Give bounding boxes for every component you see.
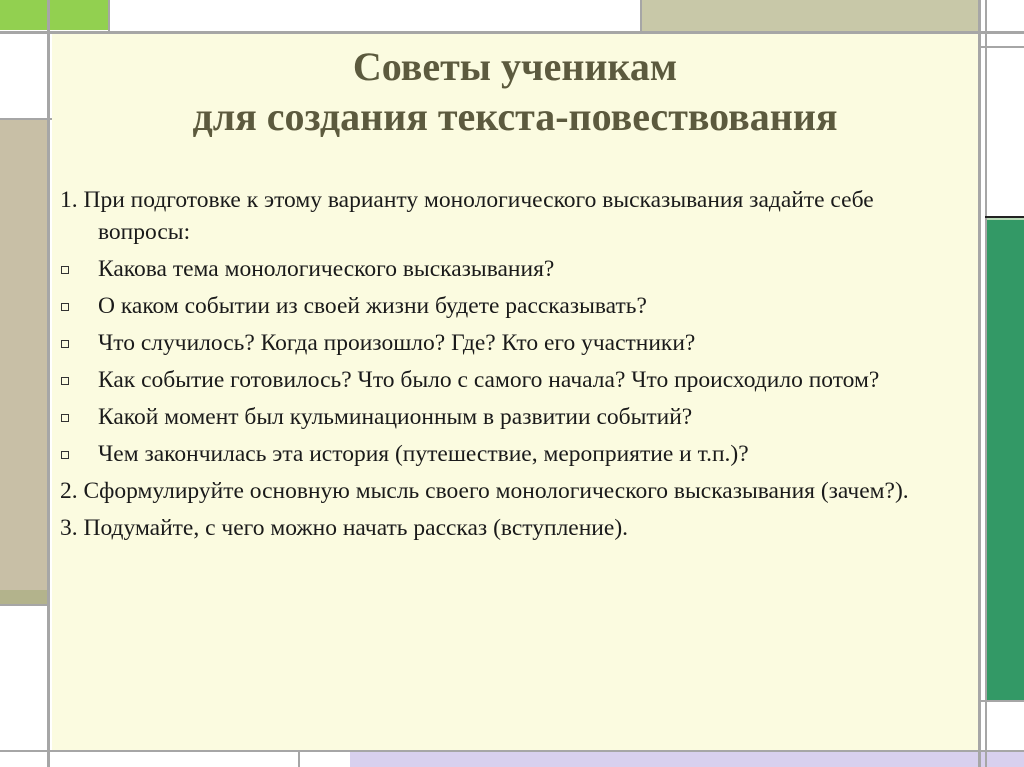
question-text: Чем закончилась эта история (путешествие, мероприятие и т.п.)?: [98, 441, 749, 467]
square-bullet-icon: [61, 340, 69, 348]
frame-line: [985, 0, 987, 767]
list-item: [60, 401, 970, 433]
question-text: О каком событии из своей жизни будете рассказывать?: [98, 293, 647, 319]
question-text: Что случилось? Когда произошло? Где? Кто его участники?: [98, 330, 696, 356]
square-bullet-icon: [61, 414, 69, 422]
dark-green-right-block: [985, 220, 1024, 700]
slide-title: [52, 42, 978, 142]
list-item: [60, 253, 970, 285]
square-bullet-icon: [61, 303, 69, 311]
square-bullet-icon: [61, 266, 69, 274]
frame-line: [47, 0, 50, 767]
question-text: Какова тема монологического высказывания?: [98, 256, 555, 282]
step-3-text: 3. Подумайте, с чего можно начать рассказ (вступление).: [60, 515, 629, 541]
list-item: [60, 364, 970, 396]
olive-top-block: [640, 0, 980, 32]
question-text: Как событие готовилось? Что было с самого начала? Что происходило потом?: [98, 367, 880, 393]
list-item: [60, 438, 970, 470]
green-corner-block: [0, 0, 108, 30]
list-item: [60, 327, 970, 359]
question-text: Какой момент был кульминационным в развитии событий?: [98, 404, 693, 430]
title-line-1: Советы ученикам: [352, 44, 678, 89]
list-item: [60, 290, 970, 322]
olive-strip-block: [0, 590, 47, 604]
frame-line: [978, 0, 981, 767]
title-line-2: для создания текста-повествования: [192, 94, 838, 139]
tan-sidebar-block: [0, 120, 47, 590]
slide-body: [60, 184, 970, 549]
step-2-text: 2. Сформулируйте основную мысль своего монологического высказывания (зачем?).: [60, 478, 909, 504]
frame-line: [0, 750, 1024, 752]
frame-line: [0, 604, 50, 606]
step-1-text: 1. При подготовке к этому варианту монологического высказывания задайте себе вопросы:: [60, 187, 874, 245]
square-bullet-icon: [61, 451, 69, 459]
square-bullet-icon: [61, 377, 69, 385]
frame-line: [985, 216, 1024, 218]
lavender-bottom-block: [350, 752, 1024, 767]
